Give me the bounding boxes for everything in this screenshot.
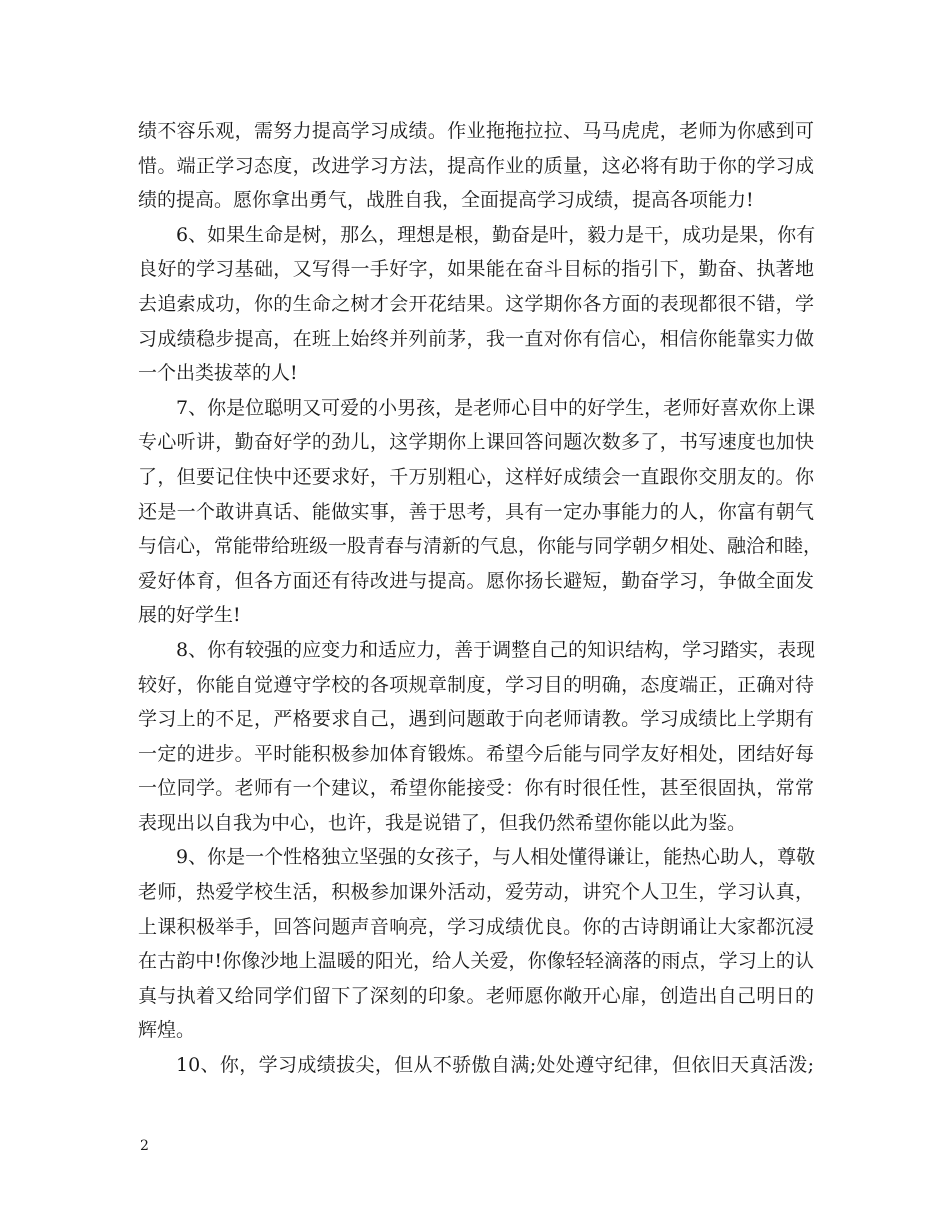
text-line: 了，但要记住快中还要求好，千万别粗心，这样好成绩会一直跟你交朋友的。你 <box>138 465 814 488</box>
text-line: 一位同学。老师有一个建议，希望你能接受：你有时很任性，甚至很固执，常常 <box>138 777 814 800</box>
paragraph-6 <box>138 218 814 391</box>
text-line: 较好，你能自觉遵守学校的各项规章制度，学习目的明确，态度端正，正确对待 <box>138 673 814 696</box>
paragraph-7 <box>138 391 823 633</box>
text-line: 还是一个敢讲真话、能做实事，善于思考，具有一定办事能力的人，你富有朝气 <box>138 500 814 523</box>
text-line: 上课积极举手，回答问题声音响亮，学习成绩优良。你的古诗朗诵让大家都沉浸 <box>138 915 814 938</box>
page-number: 2 <box>140 1138 149 1154</box>
text-line: 在古韵中!你像沙地上温暖的阳光，给人关爱，你像轻轻滴落的雨点，学习上的认 <box>138 950 814 973</box>
text-line: 真与执着又给同学们留下了深刻的印象。老师愿你敞开心扉，创造出自己明日的 <box>138 984 814 1007</box>
text-line: 辉煌。 <box>138 1019 196 1042</box>
text-line: 10、你，学习成绩拔尖，但从不骄傲自满;处处遵守纪律，但依旧天真活泼; <box>176 1054 814 1077</box>
text-line: 绩的提高。愿你拿出勇气，战胜自我，全面提高学习成绩，提高各项能力! <box>138 189 754 212</box>
text-line: 表现出以自我为中心，也许，我是说错了，但我仍然希望你能以此为鉴。 <box>138 811 747 834</box>
text-line: 与信心，常能带给班级一股青春与清新的气息，你能与同学朝夕相处、融洽和睦， <box>138 535 823 558</box>
text-line: 老师，热爱学校生活，积极参加课外活动，爱劳动，讲究个人卫生，学习认真， <box>138 881 814 904</box>
text-line: 学习上的不足，严格要求自己，遇到问题敢于向老师请教。学习成绩比上学期有 <box>138 708 814 731</box>
paragraph-10 <box>138 1048 814 1083</box>
text-line: 专心听讲，勤奋好学的劲儿，这学期你上课回答问题次数多了，书写速度也加快 <box>138 431 814 454</box>
document-body <box>138 114 823 1083</box>
text-line: 8、你有较强的应变力和适应力，善于调整自己的知识结构，学习踏实，表现 <box>176 638 816 661</box>
text-line: 一个出类拔萃的人! <box>138 362 298 385</box>
text-line: 习成绩稳步提高，在班上始终并列前茅，我一直对你有信心，相信你能靠实力做 <box>138 327 814 350</box>
text-line: 6、如果生命是树，那么，理想是根，勤奋是叶，毅力是干，成功是果，你有 <box>176 223 816 246</box>
text-line: 良好的学习基础，又写得一手好字，如果能在奋斗目标的指引下，勤奋、执著地 <box>138 258 814 281</box>
text-line: 7、你是位聪明又可爱的小男孩，是老师心目中的好学生，老师好喜欢你上课 <box>176 396 816 419</box>
paragraph-8 <box>138 633 814 841</box>
text-line: 展的好学生! <box>138 604 241 627</box>
text-line: 一定的进步。平时能积极参加体育锻炼。希望今后能与同学友好相处，团结好每 <box>138 742 814 765</box>
text-line: 绩不容乐观，需努力提高学习成绩。作业拖拖拉拉、马马虎虎，老师为你感到可 <box>138 120 814 142</box>
paragraph-5-continuation <box>138 114 814 218</box>
text-line: 去追索成功，你的生命之树才会开花结果。这学期你各方面的表现都很不错，学 <box>138 292 814 315</box>
text-line: 爱好体育，但各方面还有待改进与提高。愿你扬长避短，勤奋学习，争做全面发 <box>138 569 814 592</box>
text-line: 9、你是一个性格独立坚强的女孩子，与人相处懂得谦让，能热心助人，尊敬 <box>176 846 816 869</box>
text-line: 惜。端正学习态度，改进学习方法，提高作业的质量，这必将有助于你的学习成 <box>138 154 814 177</box>
paragraph-9 <box>138 840 814 1048</box>
